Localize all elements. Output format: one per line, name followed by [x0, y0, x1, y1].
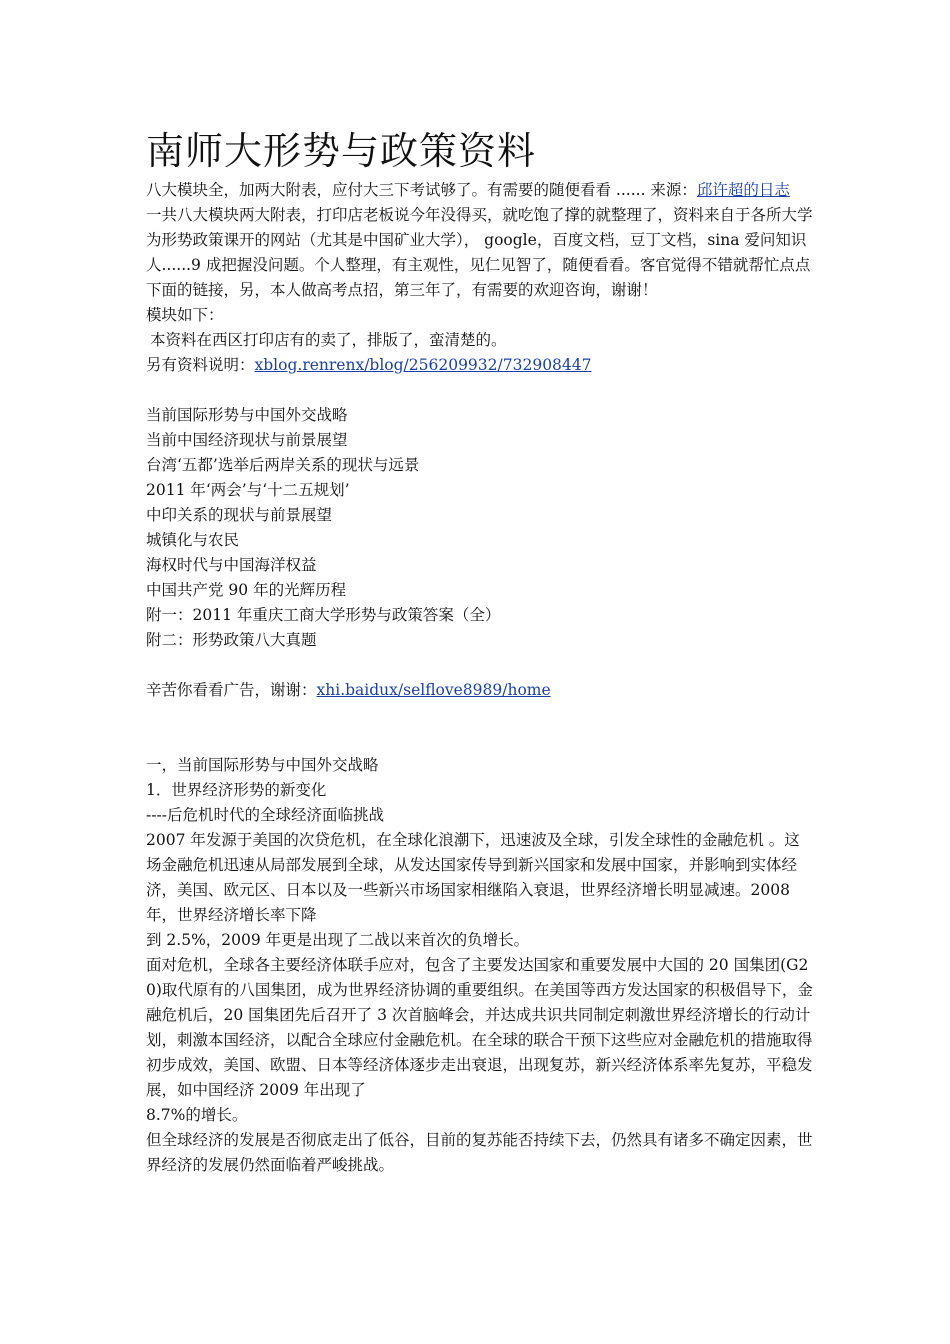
list-item: 2011 年‘两会’与‘十二五规划’: [146, 481, 350, 499]
list-item: 城镇化与农民: [146, 531, 240, 549]
ad-link[interactable]: xhi.baidux/selflove8989/home: [316, 681, 551, 699]
list-item: 附一：2011 年重庆工商大学形势与政策答案（全）: [146, 606, 501, 624]
list-item: 附二：形势政策八大真题: [146, 631, 317, 649]
page-title: 南师大形势与政策资料: [146, 129, 537, 173]
source-link[interactable]: 邱许超的日志: [696, 181, 790, 199]
modules-heading: 模块如下：: [146, 306, 224, 324]
list-item: 中印关系的现状与前景展望: [146, 506, 333, 524]
ad-line: [146, 678, 814, 703]
blog-link[interactable]: xblog.renrenx/blog/256209932/732908447: [254, 356, 592, 374]
module-list: [146, 403, 814, 653]
list-item: 中国共产党 90 年的光辉历程: [146, 581, 347, 599]
extra-label: 另有资料说明：: [146, 356, 255, 374]
description-paragraph: 一共八大模块两大附表，打印店老板说今年没得买，就吃饱了撑的就整理了，资料来自于各所大学为形势政策课开的网站（尤其是中国矿业大学）， google，百度文档，豆丁文档，sina 爱问知识人......9 成把握没问题。个人整理，有主观性，见仁见智了，随便看看。客官觉得不错就帮忙点点下面的链接，另，本人做高考点招，第三年了，有需要的欢迎咨询，谢谢！: [146, 206, 813, 299]
body-paragraph: 面对危机，全球各主要经济体联手应对，包含了主要发达国家和重要发展中大国的 20 国集团(G20)取代原有的八国集团，成为世界经济协调的重要组织。在美国等西方发达国家的积极倡导下，金融危机后，20 国集团先后召开了 3 次首脑峰会，并达成共识共同制定刺激世界经济增长的行动计划，刺激本国经济，以配合全球应付金融危机。在全球的联合干预下这些应对金融危机的措施取得初步成效，美国、欧盟、日本等经济体逐步走出衰退，出现复苏，新兴经济体系率先复苏，平稳发展，如中国经济 2009 年出现了: [146, 956, 813, 1099]
list-item: 当前国际形势与中国外交战略: [146, 406, 348, 424]
extra-info-line: [146, 353, 814, 378]
body-paragraph-continued: 到 2.5%，2009 年更是出现了二战以来首次的负增长。: [146, 931, 530, 949]
intro-paragraph: [146, 178, 814, 203]
list-item: 海权时代与中国海洋权益: [146, 556, 317, 574]
list-item: 台湾‘五都’选举后两岸关系的现状与远景: [146, 456, 420, 474]
body-paragraph-continued: 8.7%的增长。: [146, 1106, 248, 1124]
list-item: 当前中国经济现状与前景展望: [146, 431, 348, 449]
ad-label: 辛苦你看看广告，谢谢：: [146, 681, 317, 699]
body-paragraph: 但全球经济的发展是否彻底走出了低谷，目前的复苏能否持续下去，仍然具有诸多不确定因素，世界经济的发展仍然面临着严峻挑战。: [146, 1131, 813, 1174]
intro-text: 八大模块全，加两大附表，应付大三下考试够了。有需要的随便看看 ...... 来源：: [146, 181, 697, 199]
section-heading: 一，当前国际形势与中国外交战略: [146, 756, 379, 774]
document-page: [146, 126, 814, 1178]
body-paragraph: 2007 年发源于美国的次贷危机，在全球化浪潮下，迅速波及全球，引发全球性的金融危机 。这场金融危机迅速从局部发展到全球，从发达国家传导到新兴国家和发展中国家，并影响到实体经济，美国、欧元区、日本以及一些新兴市场国家相继陷入衰退，世界经济增长明显减速。2008 年，世界经济增长率下降: [146, 831, 800, 924]
spacer: [146, 378, 814, 403]
subsection-subtitle: ----后危机时代的全球经济面临挑战: [146, 806, 384, 824]
spacer: [146, 703, 814, 753]
subsection-heading: 1．世界经济形势的新变化: [146, 781, 327, 799]
print-shop-note: 本资料在西区打印店有的卖了，排版了，蛮清楚的。: [150, 331, 507, 349]
spacer: [146, 653, 814, 678]
